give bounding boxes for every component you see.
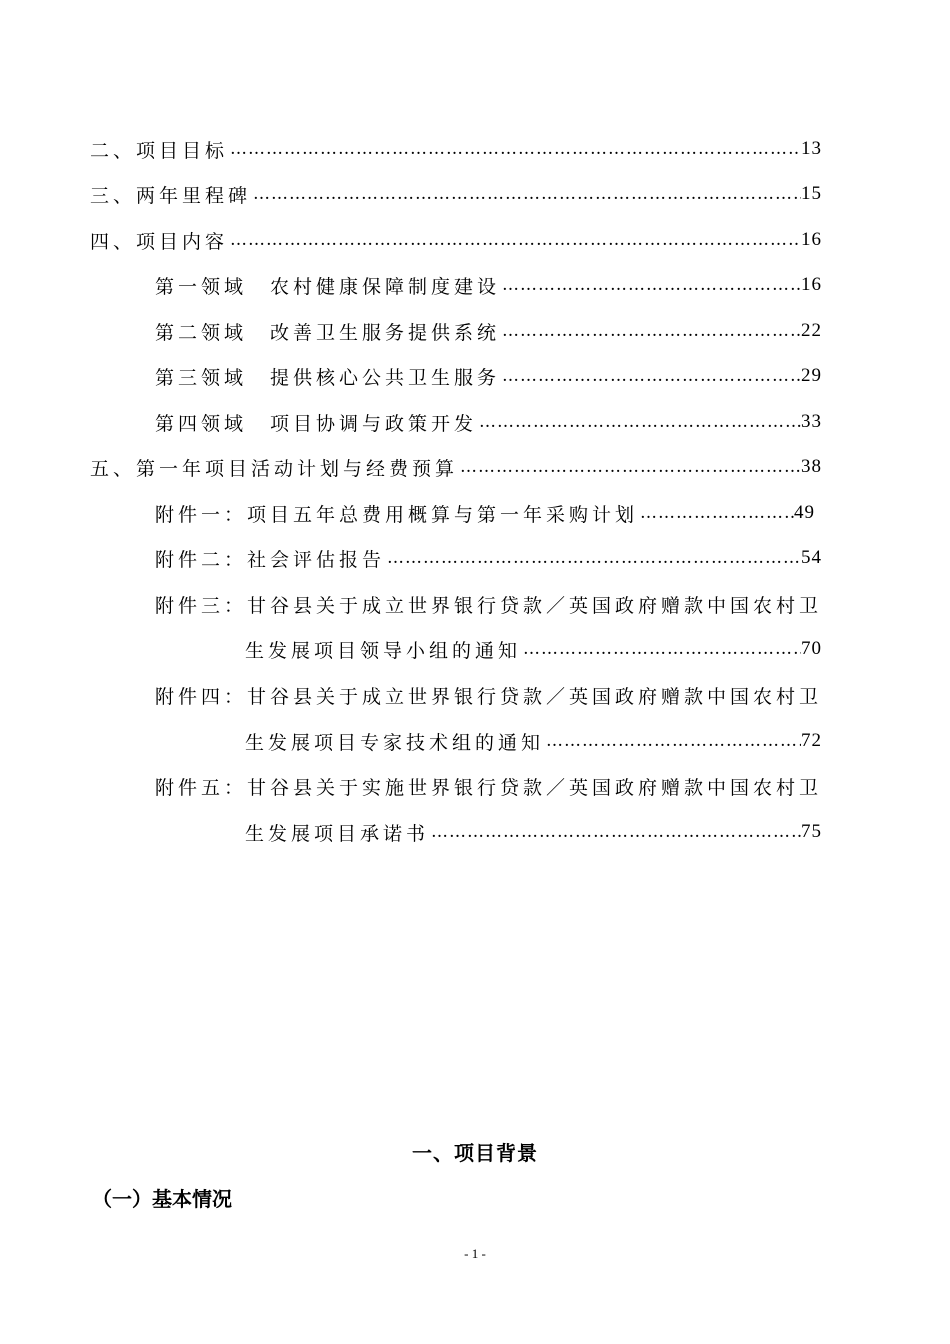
toc-leader-dots	[500, 321, 801, 341]
toc-page-number: 72	[801, 730, 822, 751]
toc-entry-continuation: 生发展项目领导小组的通知	[245, 639, 522, 662]
toc-leader-dots	[228, 139, 801, 159]
toc-entry-continuation: 生发展项目承诺书	[245, 822, 430, 845]
toc-leader-dots	[521, 639, 801, 659]
toc-entry[interactable]	[245, 633, 822, 665]
toc-leader-dots	[385, 548, 801, 568]
toc-entry-continuation: 生发展项目专家技术组的通知	[245, 731, 545, 754]
toc-leader-dots	[228, 230, 801, 250]
toc-entry[interactable]	[245, 816, 822, 848]
toc-entry-title: 第四领域 项目协调与政策开发	[155, 412, 478, 435]
toc-entry-title: 第三领域 提供核心公共卫生服务	[155, 366, 501, 389]
toc-entry-title: 第二领域 改善卫生服务提供系统	[155, 321, 501, 344]
toc-leader-dots	[458, 457, 801, 477]
section-heading: 一、项目背景	[412, 1141, 538, 1165]
toc-entry-title: 附件四：甘谷县关于成立世界银行贷款／英国政府赠款中国农村卫	[155, 685, 823, 708]
toc-entry[interactable]	[90, 133, 822, 165]
toc-page-number: 16	[801, 229, 822, 250]
toc-entry-first-line[interactable]	[155, 679, 822, 711]
toc-entry-title: 附件五：甘谷县关于实施世界银行贷款／英国政府赠款中国农村卫	[155, 776, 823, 799]
toc-entry[interactable]	[90, 178, 822, 210]
toc-entry[interactable]	[155, 406, 822, 438]
page-number: - 1 -	[464, 1246, 486, 1261]
toc-page-number: 29	[801, 365, 822, 386]
toc-leader-dots	[638, 503, 794, 523]
toc-entry-title: 附件三：甘谷县关于成立世界银行贷款／英国政府赠款中国农村卫	[155, 594, 823, 617]
toc-page-number: 22	[801, 320, 822, 341]
toc-entry-title: 附件一：项目五年总费用概算与第一年采购计划	[155, 503, 639, 526]
toc-entry[interactable]	[90, 224, 822, 256]
toc-entry-title: 第一领域 农村健康保障制度建设	[155, 275, 501, 298]
toc-entry-title: 二、项目目标	[90, 139, 229, 162]
toc-entry[interactable]	[155, 542, 822, 574]
toc-page-number: 38	[801, 456, 822, 477]
toc-entry-title: 五、第一年项目活动计划与经费预算	[90, 457, 459, 480]
sub-heading: （一）基本情况	[92, 1187, 232, 1211]
toc-entry[interactable]	[245, 725, 822, 757]
toc-entry-title: 四、项目内容	[90, 230, 229, 253]
toc-page-number: 75	[801, 821, 822, 842]
toc-leader-dots	[500, 275, 801, 295]
toc-leader-dots	[544, 731, 801, 751]
toc-entry[interactable]	[155, 360, 822, 392]
toc-entry-title: 附件二：社会评估报告	[155, 548, 386, 571]
toc-entry[interactable]	[155, 497, 815, 529]
toc-entry-first-line[interactable]	[155, 770, 822, 802]
toc-page-number: 70	[801, 638, 822, 659]
toc-entry-first-line[interactable]	[155, 588, 822, 620]
toc-entry[interactable]	[155, 269, 822, 301]
toc-leader-dots	[500, 366, 801, 386]
toc-leader-dots	[429, 822, 801, 842]
toc-page-number: 15	[801, 183, 822, 204]
toc-page-number: 49	[794, 502, 815, 523]
toc-page-number: 54	[801, 547, 822, 568]
toc-page-number: 33	[801, 411, 822, 432]
toc-entry[interactable]	[155, 315, 822, 347]
toc-page-number: 16	[801, 274, 822, 295]
toc-page-number: 13	[801, 138, 822, 159]
toc-entry[interactable]	[90, 451, 822, 483]
toc-leader-dots	[477, 412, 801, 432]
toc-leader-dots	[251, 184, 801, 204]
toc-entry-title: 三、两年里程碑	[90, 184, 252, 207]
